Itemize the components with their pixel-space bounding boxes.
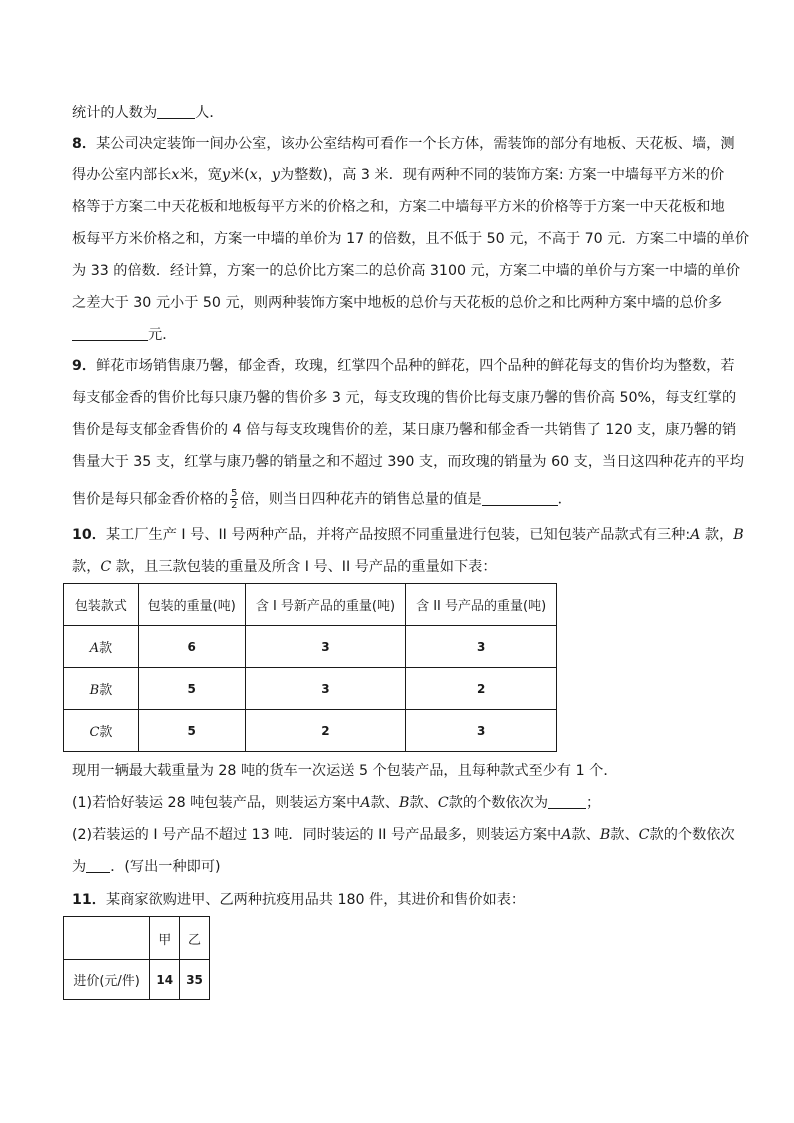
text-line: [72, 104, 722, 122]
text: 款: [99, 683, 113, 698]
fraction-denominator: 2: [231, 500, 238, 511]
variable-C: C: [437, 795, 449, 811]
table-cell-style: [64, 626, 139, 668]
question-10-part-2-cont: [72, 858, 722, 876]
table-header-cell: 含 I 号新产品的重量(吨): [245, 584, 406, 626]
table-header-cell: 甲: [150, 917, 180, 960]
text: 款、: [610, 827, 639, 843]
fraction: [230, 488, 238, 511]
variable-C: C: [100, 559, 112, 575]
table-row: [64, 710, 557, 752]
text: 售量大于 35 支，红掌与康乃馨的销量之和不超过 390 支，而玫瑰的销量为 60 支，当日这四种花卉的平均: [72, 454, 744, 470]
variable-B: B: [599, 827, 611, 843]
text: ．(写出一种即可): [110, 859, 221, 875]
table-row-label: 进价(元/件): [64, 960, 150, 1000]
question-10-part-1: [72, 794, 722, 812]
variable-A: A: [360, 795, 371, 811]
question-8-line-5: [72, 262, 741, 280]
answer-blank: [548, 794, 586, 809]
text: 某商家欲购进甲、乙两种抗疫用品共 180 件，其进价和售价如表：: [105, 892, 526, 908]
text: 售价是每只郁金香价格的: [72, 491, 229, 508]
table-cell: 35: [180, 960, 210, 1000]
text: 人．: [195, 105, 224, 121]
table-header-row: [64, 917, 210, 960]
question-8-line-4: [72, 230, 750, 248]
question-number: 10．: [72, 527, 106, 543]
variable-x: x: [171, 167, 180, 183]
text: 款: [99, 725, 113, 740]
table-header-cell: [64, 917, 150, 960]
table-cell: 3: [406, 710, 557, 752]
text: 某工厂生产 I 号、II 号两种产品，并将产品按照不同重量进行包装，已知包装产品款式有三种:: [105, 527, 691, 543]
price-table: [63, 916, 210, 1000]
table-row: [64, 668, 557, 710]
text: ，: [257, 167, 272, 183]
text: 款: [99, 641, 113, 656]
table-header-row: [64, 584, 557, 626]
question-9-line-4: [72, 453, 744, 471]
question-8-line-7: [72, 326, 722, 344]
question-number: 9．: [72, 358, 97, 374]
text: 米，宽: [179, 167, 222, 183]
table-cell: 14: [150, 960, 180, 1000]
table-row: [64, 960, 210, 1000]
question-10-line-3: [72, 762, 722, 780]
question-8-line-1: [72, 135, 735, 153]
text: 为整数)，高 3 米．现有两种不同的装饰方案: 方案一中墙每平方米的价: [279, 167, 725, 183]
text: (1)若恰好装运 28 吨包装产品，则装运方案中: [72, 795, 361, 811]
text: 现用一辆最大载重量为 28 吨的货车一次运送 5 个包装产品，且每种款式至少有 1 个．: [72, 763, 618, 779]
text: 某公司决定装饰一间办公室，该办公室结构可看作一个长方体，需装饰的部分有地板、天花板、墙，测: [96, 136, 735, 152]
text: (2)若装运的 I 号产品不超过 13 吨．同时装运的 II 号产品最多，则装运方案中: [72, 827, 562, 843]
text: 款、: [571, 827, 600, 843]
variable-x: x: [249, 167, 258, 183]
text: 款、: [370, 795, 399, 811]
answer-blank: [157, 104, 195, 119]
question-9-line-5: [72, 488, 722, 511]
question-9-line-2: [72, 389, 737, 407]
question-11-line-1: [72, 891, 722, 909]
table-header-cell: 含 II 号产品的重量(吨): [406, 584, 557, 626]
question-8-line-6: [72, 294, 722, 312]
question-8-line-2: [72, 166, 725, 184]
table-row: [64, 626, 557, 668]
text: 款，且三款包装的重量及所含 I 号、II 号产品的重量如下表：: [111, 559, 497, 575]
text: 为: [72, 859, 87, 875]
text: ；: [586, 795, 601, 811]
variable-C: C: [638, 827, 650, 843]
text: 格等于方案二中天花板和地板每平方米的价格之和，方案二中墙每平方米的价格等于方案一中天花板和地: [72, 199, 725, 215]
table-cell: 3: [406, 626, 557, 668]
question-10-line-1: [72, 526, 744, 544]
text: 款的个数依次为: [448, 795, 549, 811]
answer-blank: [86, 858, 110, 873]
table-cell: 5: [138, 668, 245, 710]
variable-A: A: [561, 827, 572, 843]
table-header-cell: 包装款式: [64, 584, 139, 626]
question-9-line-1: [72, 357, 735, 375]
text: 之差大于 30 元小于 50 元，则两种装饰方案中地板的总价与天花板的总价之和比两种方案中墙的总价多: [72, 295, 723, 311]
text: 款的个数依次: [649, 827, 735, 843]
variable-B: B: [89, 683, 100, 698]
question-10-line-2: [72, 558, 722, 576]
text: 售价是每支郁金香售价的 4 倍与每支玫瑰售价的差，某日康乃馨和郁金香一共销售了 120 支，康乃馨的销: [72, 422, 737, 438]
table-cell: 2: [245, 710, 406, 752]
question-number: 11．: [72, 892, 106, 908]
table-cell: 3: [245, 626, 406, 668]
text: 款、: [409, 795, 438, 811]
packaging-table: [63, 583, 557, 752]
text: 板每平方米价格之和，方案一中墙的单价为 17 的倍数，且不低于 50 元，不高于 70 元．方案二中墙的单价: [72, 231, 750, 247]
variable-A: A: [89, 641, 100, 656]
variable-A: A: [690, 527, 701, 543]
fraction-numerator: 5: [231, 488, 238, 499]
answer-blank: [72, 326, 148, 341]
text: 款，: [700, 527, 734, 543]
table-header-cell: 乙: [180, 917, 210, 960]
text: 统计的人数为: [72, 105, 158, 121]
table-cell: 5: [138, 710, 245, 752]
text: 每支郁金香的售价比每只康乃馨的售价多 3 元，每支玫瑰的售价比每支康乃馨的售价高 50%，每支红掌的: [72, 390, 737, 406]
table-cell: 3: [245, 668, 406, 710]
variable-B: B: [399, 795, 410, 811]
variable-B: B: [733, 527, 744, 543]
question-10-part-2: [72, 826, 735, 844]
text: 得办公室内部长: [72, 167, 172, 183]
table-cell-style: [64, 668, 139, 710]
variable-C: C: [89, 725, 100, 740]
question-9-line-3: [72, 421, 737, 439]
question-number: 8．: [72, 136, 97, 152]
text: 为 33 的倍数．经计算，方案一的总价比方案二的总价高 3100 元，方案二中墙的单价与方案一中墙的单价: [72, 263, 741, 279]
text: 款，: [72, 559, 101, 575]
table-cell-style: [64, 710, 139, 752]
text: 米(: [229, 167, 250, 183]
text: ．: [557, 491, 572, 508]
text: 元．: [148, 327, 177, 343]
table-cell: 6: [138, 626, 245, 668]
text: 倍，则当日四种花卉的销售总量的值是: [240, 491, 482, 508]
variable-y: y: [221, 167, 230, 183]
table-cell: 2: [406, 668, 557, 710]
text: 鲜花市场销售康乃馨，郁金香，玫瑰，红掌四个品种的鲜花，四个品种的鲜花每支的售价均为整数，若: [96, 358, 735, 374]
table-header-cell: 包装的重量(吨): [138, 584, 245, 626]
variable-y: y: [271, 167, 280, 183]
question-8-line-3: [72, 198, 725, 216]
answer-blank: [482, 491, 558, 506]
